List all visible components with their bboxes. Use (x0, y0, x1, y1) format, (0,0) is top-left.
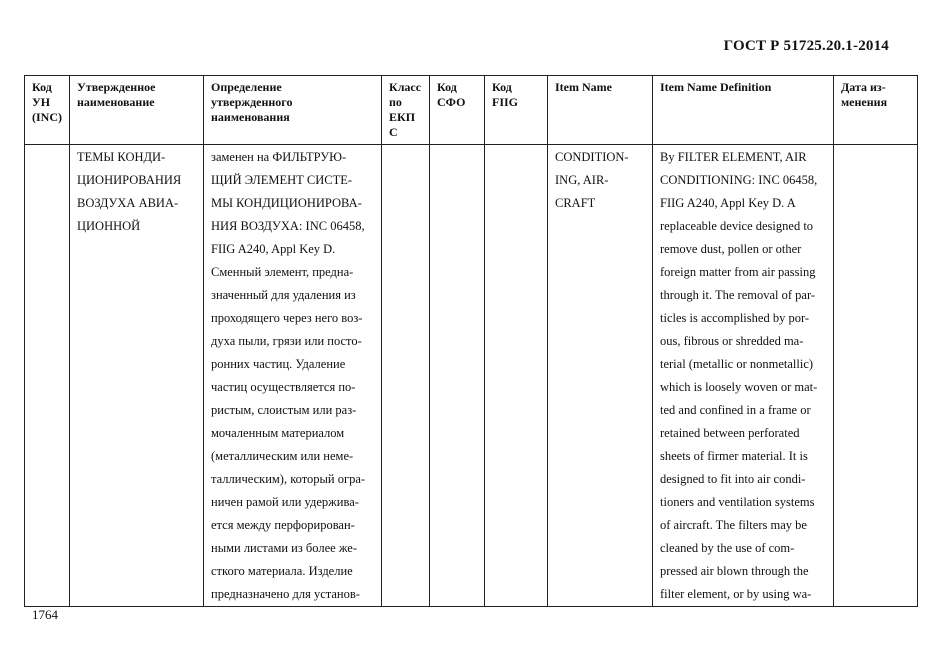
item-definition-line: replaceable device designed to (660, 219, 814, 233)
col-header-approved-name: Утвержденное наименование (70, 76, 204, 145)
definition-line: FIIG A240, Appl Key D. (211, 242, 336, 256)
item-definition-line: filter element, or by using wa- (660, 587, 812, 601)
approved-name-line: ЦИОНИРОВАНИЯ (77, 173, 182, 187)
document-code: ГОСТ Р 51725.20.1-2014 (723, 38, 889, 54)
item-definition-line: pressed air blown through the (660, 564, 809, 578)
item-definition-line: By FILTER ELEMENT, AIR (660, 150, 807, 164)
col-header-inc: Код УН (INC) (25, 76, 70, 145)
item-definition-line: ous, fibrous or shredded ma- (660, 334, 804, 348)
table-row (25, 145, 918, 607)
item-definition-line: tioners and ventilation systems (660, 495, 815, 509)
item-name-line: CONDITION- (555, 150, 629, 164)
cell-class-ekps (382, 145, 430, 607)
definition-line: сткого материала. Изделие (211, 564, 353, 578)
definition-line: МЫ КОНДИЦИОНИРОВА- (211, 196, 362, 210)
definition-line: духа пыли, грязи или посто- (211, 334, 362, 348)
item-definition-line: foreign matter from air passing (660, 265, 816, 279)
definition-line: НИЯ ВОЗДУХА: INC 06458, (211, 219, 365, 233)
cell-change-date (834, 145, 918, 607)
item-definition-line: of aircraft. The filters may be (660, 518, 807, 532)
definition-line: проходящего через него воз- (211, 311, 363, 325)
item-name-line: ING, AIR- (555, 173, 609, 187)
definition-line: ЩИЙ ЭЛЕМЕНТ СИСТЕ- (211, 173, 353, 187)
approved-name-line: ТЕМЫ КОНДИ- (77, 150, 166, 164)
cell-approved-name (70, 145, 204, 607)
col-header-code-fiig: Код FIIG (485, 76, 548, 145)
item-table (24, 75, 918, 607)
definition-line: ется между перфорирован- (211, 518, 355, 532)
item-definition-line: retained between perforated (660, 426, 800, 440)
item-definition-line: designed to fit into air condi- (660, 472, 806, 486)
col-header-class-ekps: Класс по ЕКП С (382, 76, 430, 145)
cell-code-fiig (485, 145, 548, 607)
item-name-line: CRAFT (555, 196, 596, 210)
definition-line: ристым, слоистым или раз- (211, 403, 357, 417)
page-number: 1764 (32, 607, 58, 622)
item-definition-line: which is loosely woven or mat- (660, 380, 818, 394)
item-definition-line: ted and confined in a frame or (660, 403, 811, 417)
col-header-code-sfo: Код СФО (430, 76, 485, 145)
definition-line: ничен рамой или удержива- (211, 495, 359, 509)
definition-line: ными листами из более же- (211, 541, 358, 555)
item-definition-line: through it. The removal of par- (660, 288, 816, 302)
cell-item-name (548, 145, 653, 607)
definition-line: предназначено для установ- (211, 587, 360, 601)
definition-line: таллическим), который огра- (211, 472, 366, 486)
col-header-definition: Определение утвержденного наименования (204, 76, 382, 145)
item-definition-line: ticles is accomplished by por- (660, 311, 810, 325)
col-header-item-name: Item Name (548, 76, 653, 145)
definition-line: ронних частиц. Удаление (211, 357, 346, 371)
item-definition-line: CONDITIONING: INC 06458, (660, 173, 818, 187)
approved-name-line: ЦИОННОЙ (77, 219, 141, 233)
definition-line: мочаленным материалом (211, 426, 345, 440)
item-definition-line: cleaned by the use of com- (660, 541, 795, 555)
cell-code-sfo (430, 145, 485, 607)
definition-line: значенный для удаления из (211, 288, 356, 302)
col-header-change-date: Дата из- менения (834, 76, 918, 145)
cell-definition (204, 145, 382, 607)
item-definition-line: FIIG A240, Appl Key D. A (660, 196, 796, 210)
item-definition-line: sheets of firmer material. It is (660, 449, 808, 463)
definition-line: частиц осуществляется по- (211, 380, 356, 394)
header-row (25, 76, 918, 145)
cell-item-name-definition (653, 145, 834, 607)
item-definition-line: remove dust, pollen or other (660, 242, 802, 256)
item-definition-line: terial (metallic or nonmetallic) (660, 357, 814, 371)
approved-name-line: ВОЗДУХА АВИА- (77, 196, 179, 210)
definition-line: заменен на ФИЛЬТРУЮ- (211, 150, 347, 164)
definition-line: Сменный элемент, предна- (211, 265, 354, 279)
definition-line: (металлическим или неме- (211, 449, 354, 463)
cell-inc (25, 145, 70, 607)
col-header-item-name-definition: Item Name Definition (653, 76, 834, 145)
